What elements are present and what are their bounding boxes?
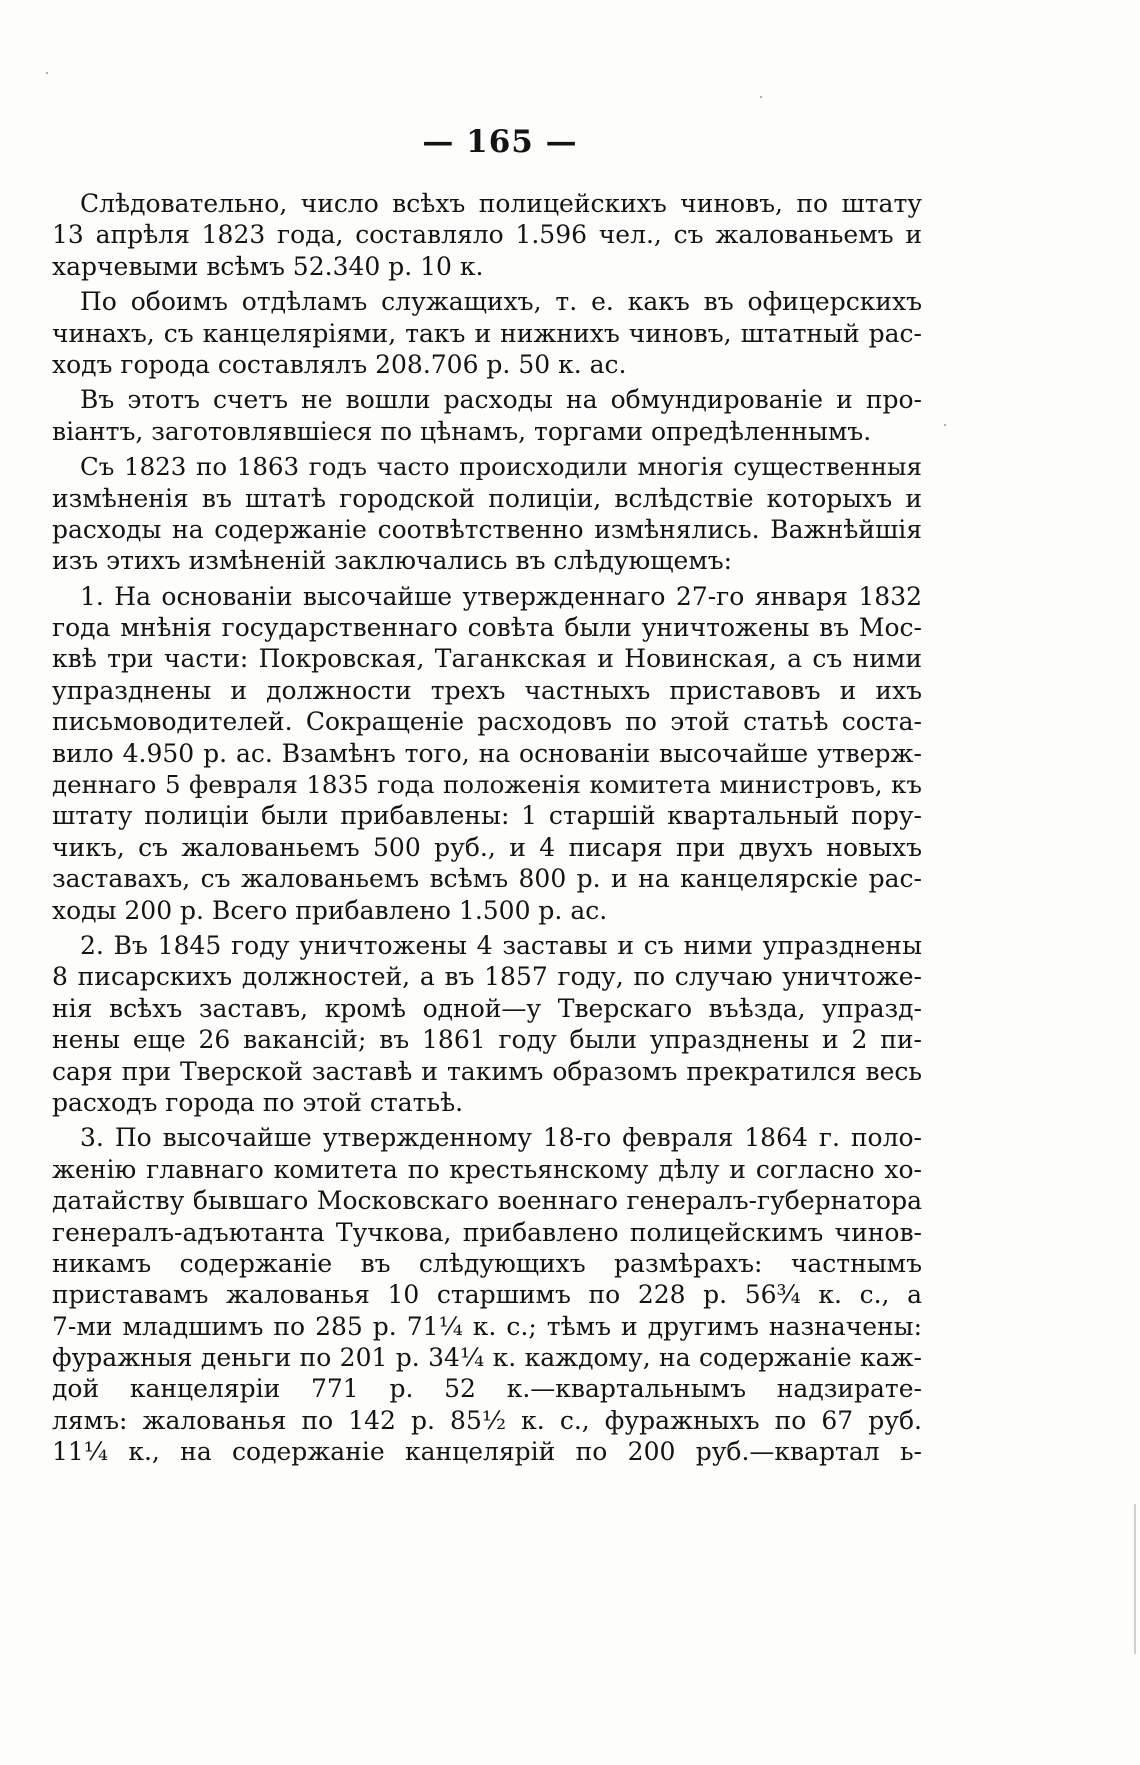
text-line: женію главнаго комитета по крестьянскому дѣлу и согласно хо- xyxy=(52,1154,922,1184)
text-line: 1. На основаніи высочайше утвержденнаго 27-го января 1832 xyxy=(80,581,922,611)
text-line: генералъ-адъютанта Тучкова, прибавлено полицейскимъ чинов- xyxy=(52,1217,922,1247)
text-line: Съ 1823 по 1863 годъ часто происходили многія существенныя xyxy=(80,452,922,482)
text-line: года мнѣнія государственнаго совѣта были уничтожены въ Мос- xyxy=(52,613,922,643)
text-line: письмоводителей. Сокращеніе расходовъ по этой статьѣ соста- xyxy=(52,707,922,737)
text-line: саря при Тверской заставѣ и такимъ образомъ прекратился весь xyxy=(52,1056,922,1086)
text-line: измѣненія въ штатѣ городской полиціи, вслѣдствіе которыхъ и xyxy=(52,483,922,513)
text-line: дой канцеляріи 771 р. 52 к.—квартальнымъ надзирате- xyxy=(52,1374,922,1404)
scan-margin-artifact xyxy=(1134,1504,1136,1654)
text-line: нія всѣхъ заставъ, кромѣ одной—у Тверскаго въѣзда, упразд- xyxy=(52,993,922,1023)
text-line: ходы 200 р. Всего прибавлено 1.500 р. ас. xyxy=(52,895,608,925)
text-line: 7-ми младшимъ по 285 р. 71¼ к. с.; тѣмъ и другимъ назначены: xyxy=(52,1311,922,1341)
text-line: лямъ: жалованья по 142 р. 85½ к. с., фуражныхъ по 67 руб. xyxy=(52,1405,922,1435)
text-line: харчевыми всѣмъ 52.340 р. 10 к. xyxy=(52,251,484,281)
text-line: чикъ, съ жалованьемъ 500 руб., и 4 писаря при двухъ новыхъ xyxy=(52,832,922,862)
text-line: 13 апрѣля 1823 года, составляло 1.596 чел., съ жалованьемъ и xyxy=(52,220,922,250)
text-line: штату полиціи были прибавлены: 1 старшій квартальный пору- xyxy=(52,801,922,831)
text-line: заставахъ, съ жалованьемъ всѣмъ 800 р. и на канцелярскіе рас- xyxy=(52,864,922,894)
scan-speck xyxy=(760,96,762,98)
text-line: 2. Въ 1845 году уничтожены 4 заставы и съ ними упразднены xyxy=(80,930,922,960)
text-line: віантъ, заготовлявшіеся по цѣнамъ, торгами опредѣленнымъ. xyxy=(52,416,872,446)
text-line: Слѣдовательно, число всѣхъ полицейскихъ чиновъ, по штату xyxy=(80,189,922,218)
text-line: чинахъ, съ канцеляріями, такъ и нижнихъ чиновъ, штатный рас- xyxy=(52,318,922,348)
text-line: расходъ города по этой статьѣ. xyxy=(52,1087,464,1117)
text-line: нены еще 26 вакансій; въ 1861 году были упразднены и 2 пи- xyxy=(52,1025,922,1055)
text-line: деннаго 5 февраля 1835 года положенія комитета министровъ, къ xyxy=(52,770,922,800)
text-line: По обоимъ отдѣламъ служащихъ, т. е. какъ въ офицерскихъ xyxy=(80,287,922,317)
text-line: 3. По высочайше утвержденному 18-го февраля 1864 г. поло- xyxy=(80,1123,922,1153)
text-line: приставамъ жалованья 10 старшимъ по 228 р. 56¾ к. с., а xyxy=(52,1280,922,1310)
text-line: ходъ города составлялъ 208.706 р. 50 к. ас. xyxy=(52,349,627,379)
text-line: Въ этотъ счетъ не вошли расходы на обмундированіе и про- xyxy=(80,385,922,415)
scan-speck xyxy=(944,424,946,426)
text-line: расходы на содержаніе соотвѣтственно измѣнялись. Важнѣйшія xyxy=(52,514,922,544)
text-line: изъ этихъ измѣненій заключались въ слѣдующемъ: xyxy=(52,546,733,576)
text-line: 11¼ к., на содержаніе канцелярій по 200 руб.—квартал ь- xyxy=(52,1437,922,1467)
text-line: 8 писарскихъ должностей, а въ 1857 году, по случаю уничтоже- xyxy=(52,962,922,992)
text-line: вило 4.950 р. ас. Взамѣнъ того, на основаніи высочайше утверж- xyxy=(52,738,922,768)
body-text xyxy=(52,188,922,1468)
text-line: датайству бывшаго Московскаго военнаго генералъ-губернатора xyxy=(52,1186,922,1216)
text-line: квѣ три части: Покровская, Таганкская и Новинская, а съ ними xyxy=(52,644,922,674)
text-line: упразднены и должности трехъ частныхъ приставовъ и ихъ xyxy=(52,675,922,705)
page-number: — 165 — xyxy=(422,124,578,160)
text-line: фуражныя деньги по 201 р. 34¼ к. каждому, на содержаніе каж- xyxy=(52,1343,922,1373)
text-line: никамъ содержаніе въ слѣдующихъ размѣрахъ: частнымъ xyxy=(52,1248,922,1278)
scan-speck xyxy=(46,72,48,74)
